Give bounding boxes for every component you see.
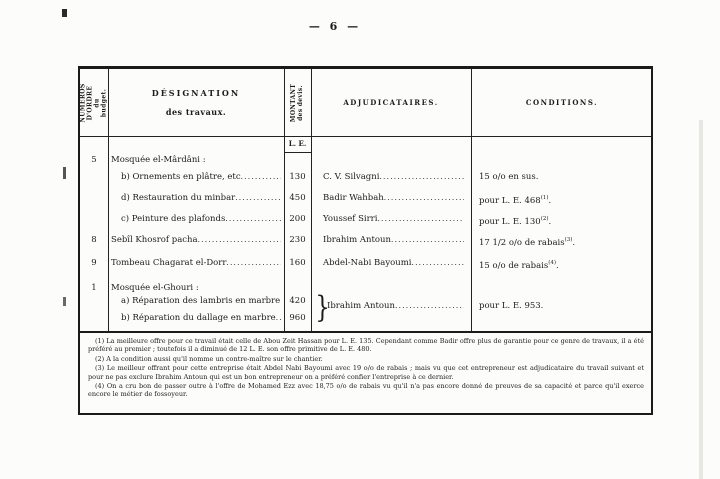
leader-dots: [280, 296, 281, 306]
condition-text: 15 o/o en sus.: [479, 172, 539, 182]
condition-footnote-marker: (3): [564, 237, 573, 243]
row-number: 5: [91, 155, 97, 165]
designation-cell: [108, 214, 284, 224]
leader-dots: [395, 301, 464, 311]
designation-text: Tombeau Chagarat el-Dorr: [111, 258, 227, 268]
column-header-conditions: CONDITIONS.: [525, 98, 599, 107]
adjudicataire-cell: [311, 193, 471, 203]
braced-adjudication-row: [311, 294, 651, 318]
adjudicataire-cell: [311, 172, 471, 182]
column-header-montant: [284, 69, 311, 136]
condition-suffix: .: [548, 196, 552, 206]
table-row: [80, 153, 651, 170]
designation-text: Sebîl Khosrof pacha: [111, 235, 198, 245]
scan-artifact: [63, 297, 66, 306]
table-row: [80, 191, 651, 212]
adjudicataire-text: Youssef Sirri: [323, 214, 378, 224]
condition-text: 17 1/2 o/o de rabais: [479, 238, 565, 248]
leader-dots: [226, 258, 281, 268]
footnote: (1) La meilleure offre pour ce travail était celle de Abou Zeit Hassan pour L. E. 135. Cependant comme Badir offre plus de garantie pour ce genre de travaux, il a été préféré au premier ; toutefois il a diminué de 12 L. E. son offre primitive de L. E. 480.: [88, 337, 644, 354]
leader-dots: [384, 193, 464, 203]
condition-text: 15 o/o de rabais: [479, 261, 549, 271]
adjudicataire-cell: [311, 258, 471, 268]
adjudicataire-text: Ibrahim Antoun: [323, 235, 391, 245]
table-body: [80, 153, 651, 331]
montant-value: 160: [289, 258, 306, 268]
footnote-separator: [80, 331, 651, 333]
row-number: 8: [91, 235, 97, 245]
footnotes-section: [88, 337, 644, 400]
row-number: 9: [91, 258, 97, 268]
header-line: NUMÉROS D'ORDRE: [80, 82, 94, 123]
leader-dots: [379, 172, 464, 182]
condition-cell: [471, 301, 651, 311]
header-line: DÉSIGNATION: [151, 88, 241, 98]
curly-brace: }: [315, 290, 330, 325]
designation-text: b) Ornements en plâtre, etc: [121, 172, 241, 182]
leader-dots: [391, 235, 464, 245]
condition-text: pour L. E. 953.: [479, 301, 544, 311]
table-row: [80, 233, 651, 256]
adjudicataire-text: Ibrahim Antoun: [327, 301, 395, 311]
montant-value: 130: [289, 172, 306, 182]
footnote: (3) Le meilleur offrant pour cette entreprise était Abdel Nabi Bayoumi avec 19 o/o de rabais ; mais vu que cet entrepreneur est adjudicataire du travail suivant et pour ne pas exclure Ibrahim Antoun qui est un bon entrepreneur on a préféré confier l'entreprise à ce dernier.: [88, 364, 644, 381]
condition-cell: [471, 193, 651, 206]
leader-dots: [412, 258, 465, 268]
designation-text: Mosquée el-Mârdâni :: [111, 155, 206, 165]
scan-artifact: [63, 167, 66, 179]
leader-dots: [225, 214, 281, 224]
designation-cell: [108, 235, 284, 245]
column-header-numeros: [80, 69, 108, 136]
adjudications-table: [78, 66, 653, 415]
page-number: — 6 —: [308, 20, 362, 33]
condition-cell: [471, 172, 651, 182]
column-header-designation: [108, 69, 284, 136]
adjudicataire-text: Badir Wahbah: [323, 193, 384, 203]
designation-cell: [108, 296, 284, 306]
scan-artifact: [699, 120, 703, 479]
condition-suffix: .: [572, 238, 576, 248]
footnote: (4) On a cru bon de passer outre à l'offre de Mohamed Ezz avec 18,75 o/o de rabais vu qu'il n'a pas encore donné de preuves de sa capacité et parce qu'il exerce encore le métier de fossoyeur.: [88, 382, 644, 399]
designation-text: c) Peinture des plafonds: [121, 214, 226, 224]
designation-cell: [108, 155, 284, 165]
header-line: des devis.: [297, 84, 305, 121]
designation-cell: [108, 193, 284, 203]
adjudicataire-text: Abdel-Nabi Bayoumi: [323, 258, 412, 268]
leader-dots: [198, 235, 281, 245]
designation-cell: [108, 172, 284, 182]
condition-cell: [471, 235, 651, 248]
rotated-header-text: [291, 83, 305, 121]
adjudicataire-text: C. V. Silvagni: [323, 172, 380, 182]
condition-suffix: .: [548, 217, 552, 227]
montant-value: 200: [289, 214, 306, 224]
condition-cell: [471, 258, 651, 271]
header-line: des travaux.: [165, 107, 227, 117]
condition-footnote-marker: (2): [540, 216, 549, 222]
designation-text: d) Restauration du minbar: [121, 193, 236, 203]
row-number: 1: [91, 283, 97, 293]
adjudicataire-cell: [311, 235, 471, 245]
designation-text: Mosquée el-Ghouri :: [111, 283, 199, 293]
condition-suffix: .: [556, 261, 559, 271]
table-row: [80, 256, 651, 279]
footnote: (2) A la condition aussi qu'il nomme un contre-maître sur le chantier.: [95, 354, 323, 363]
designation-cell: [108, 283, 284, 293]
montant-value: 450: [289, 193, 306, 203]
montant-value: 230: [289, 235, 306, 245]
header-line: du budget.: [94, 88, 108, 117]
currency-unit-label: L. E.: [288, 139, 307, 148]
header-rule: [80, 136, 651, 137]
designation-text: a) Réparation des lambris en marbre: [121, 296, 281, 306]
column-header-adjudicataires: ADJUDICATAIRES.: [343, 98, 439, 107]
condition-text: pour L. E. 130: [479, 217, 541, 227]
condition-text: pour L. E. 468: [479, 196, 541, 206]
montant-value: 960: [289, 313, 306, 323]
adjudicataire-cell: [311, 301, 471, 311]
designation-text: b) Réparation du dallage en marbre: [121, 313, 276, 323]
leader-dots: [276, 313, 281, 323]
montant-value: 420: [289, 296, 306, 306]
condition-footnote-marker: (4): [548, 260, 557, 266]
table-row: [80, 212, 651, 233]
condition-cell: [471, 214, 651, 227]
table-row: [80, 279, 651, 292]
scan-artifact: [62, 9, 67, 17]
leader-dots: [241, 172, 281, 182]
designation-cell: [108, 258, 284, 268]
rotated-header-text: [80, 83, 108, 122]
leader-dots: [235, 193, 281, 203]
header-line: MONTANT: [290, 83, 298, 122]
table-row: [80, 170, 651, 191]
leader-dots: [377, 214, 464, 224]
designation-cell: [108, 313, 284, 323]
condition-footnote-marker: (1): [540, 195, 549, 201]
adjudicataire-cell: [311, 214, 471, 224]
